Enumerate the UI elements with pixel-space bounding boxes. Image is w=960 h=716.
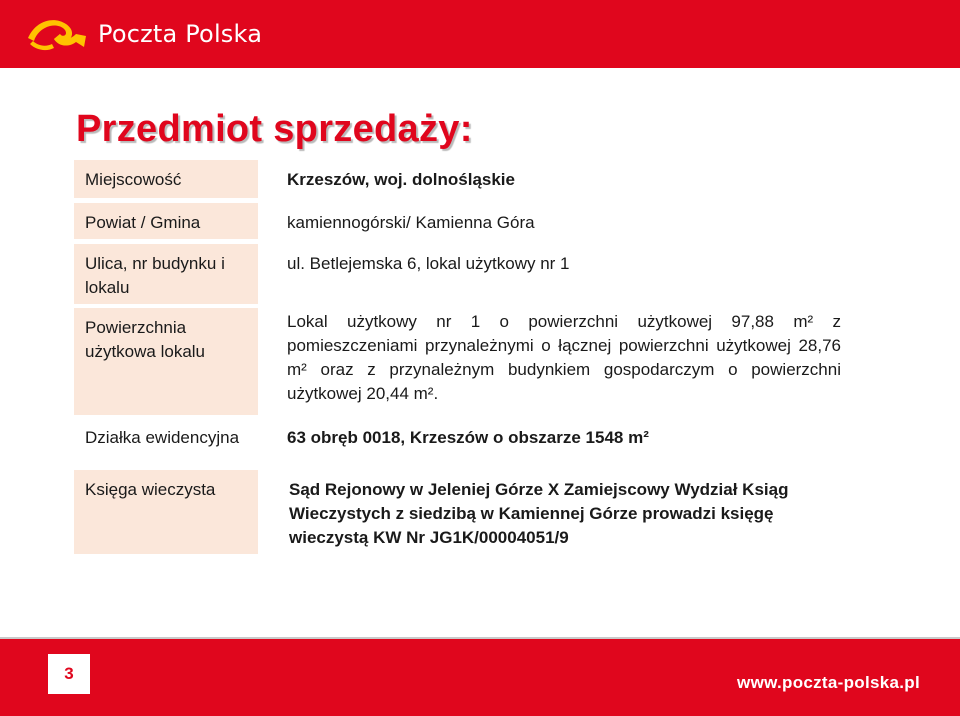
- header-bar: [0, 0, 960, 68]
- website-link[interactable]: www.poczta-polska.pl: [737, 673, 920, 692]
- row-label: Działka ewidencyjna: [85, 428, 240, 447]
- row-label: Księga wieczysta: [74, 470, 258, 554]
- row-value: Krzeszów, woj. dolnośląskie: [287, 170, 515, 189]
- post-horn-icon: [24, 14, 88, 54]
- row-value: 63 obręb 0018, Krzeszów o obszarze 1548 m²: [287, 428, 649, 447]
- row-ksiega: [74, 470, 880, 554]
- row-value: Sąd Rejonowy w Jeleniej Górze X Zamiejscowy Wydział Ksiąg Wieczystych z siedzibą w Kamiennej Górze prowadzi księgę wieczystą KW Nr JG1K/00004051/9: [289, 480, 789, 547]
- row-ulica: [74, 244, 880, 304]
- page-number: 3: [48, 654, 90, 694]
- poczta-polska-logo[interactable]: [24, 6, 262, 62]
- row-dzialka: [74, 418, 880, 456]
- row-powiat-gmina: [74, 203, 880, 239]
- row-value: Lokal użytkowy nr 1 o powierzchni użytkowej 97,88 m² z pomieszczeniami przynależnymi o łącznej powierzchni użytkowej 28,76 m² oraz z przynależnym budynkiem gospodarczym o powierzchni użytkowej 20,44 m².: [287, 312, 841, 403]
- row-value: ul. Betlejemska 6, lokal użytkowy nr 1: [287, 254, 570, 273]
- row-label: Miejscowość: [74, 160, 258, 198]
- row-powierzchnia: [74, 308, 880, 415]
- row-label: Powierzchnia użytkowa lokalu: [74, 308, 258, 415]
- brand-name: Poczta Polska: [98, 20, 263, 48]
- row-miejscowosc: [74, 160, 880, 198]
- row-value: kamiennogórski/ Kamienna Góra: [287, 213, 535, 232]
- row-label: Powiat / Gmina: [74, 203, 258, 239]
- row-label: Ulica, nr budynku i lokalu: [74, 244, 258, 304]
- slide-title: Przedmiot sprzedaży:: [76, 108, 473, 150]
